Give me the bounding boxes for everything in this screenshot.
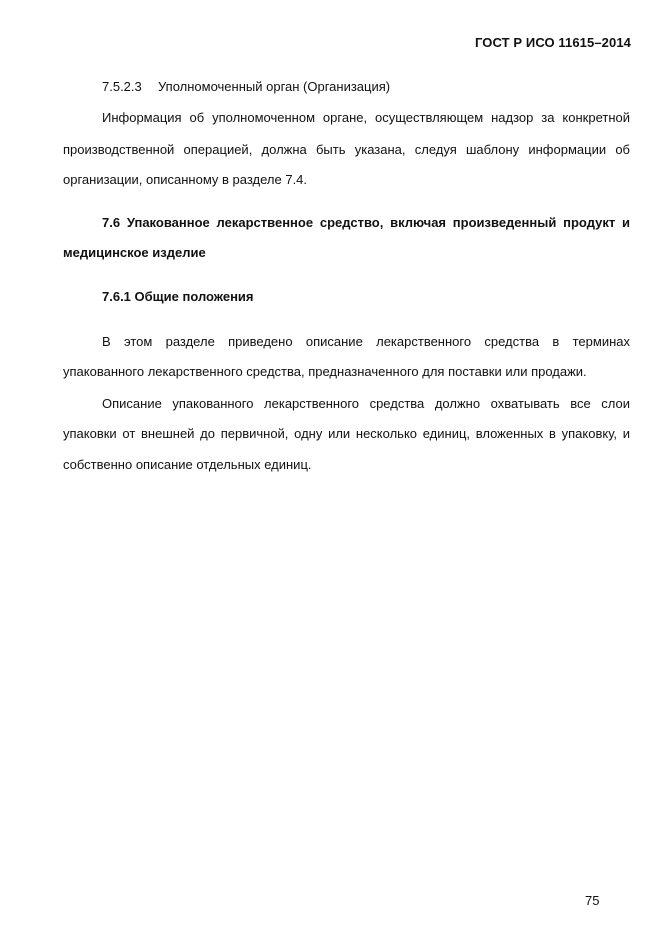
paragraph-line: организации, описанному в разделе 7.4. — [63, 172, 308, 187]
paragraph-line: В этом разделе приведено описание лекарственного средства в терминах — [102, 334, 630, 349]
subsection-title: Уполномоченный орган (Организация) — [158, 79, 391, 94]
paragraph-line: Описание упакованного лекарственного средства должно охватывать все слои — [102, 396, 630, 411]
section-7-6-heading-line: медицинское изделие — [63, 245, 206, 260]
paragraph-line: упаковки от внешней до первичной, одну или несколько единиц, вложенных в упаковку, и — [63, 426, 630, 441]
paragraph-line: Информация об уполномоченном органе, осуществляющем надзор за конкретной — [102, 110, 630, 125]
paragraph-line: упакованного лекарственного средства, предназначенного для поставки или продажи. — [63, 364, 587, 379]
section-7-6-heading-line: 7.6 Упакованное лекарственное средство, включая произведенный продукт и — [102, 215, 630, 230]
page-number: 75 — [585, 893, 600, 908]
section-7-6-1-heading: 7.6.1 Общие положения — [102, 289, 254, 304]
paragraph-line: производственной операцией, должна быть указана, следуя шаблону информации об — [63, 142, 630, 157]
document-standard-id: ГОСТ Р ИСО 11615–2014 — [474, 35, 631, 50]
subsection-number: 7.5.2.3 — [102, 79, 142, 94]
subsection-7-5-2-3-title — [102, 79, 630, 94]
paragraph-line: собственно описание отдельных единиц. — [63, 457, 312, 472]
